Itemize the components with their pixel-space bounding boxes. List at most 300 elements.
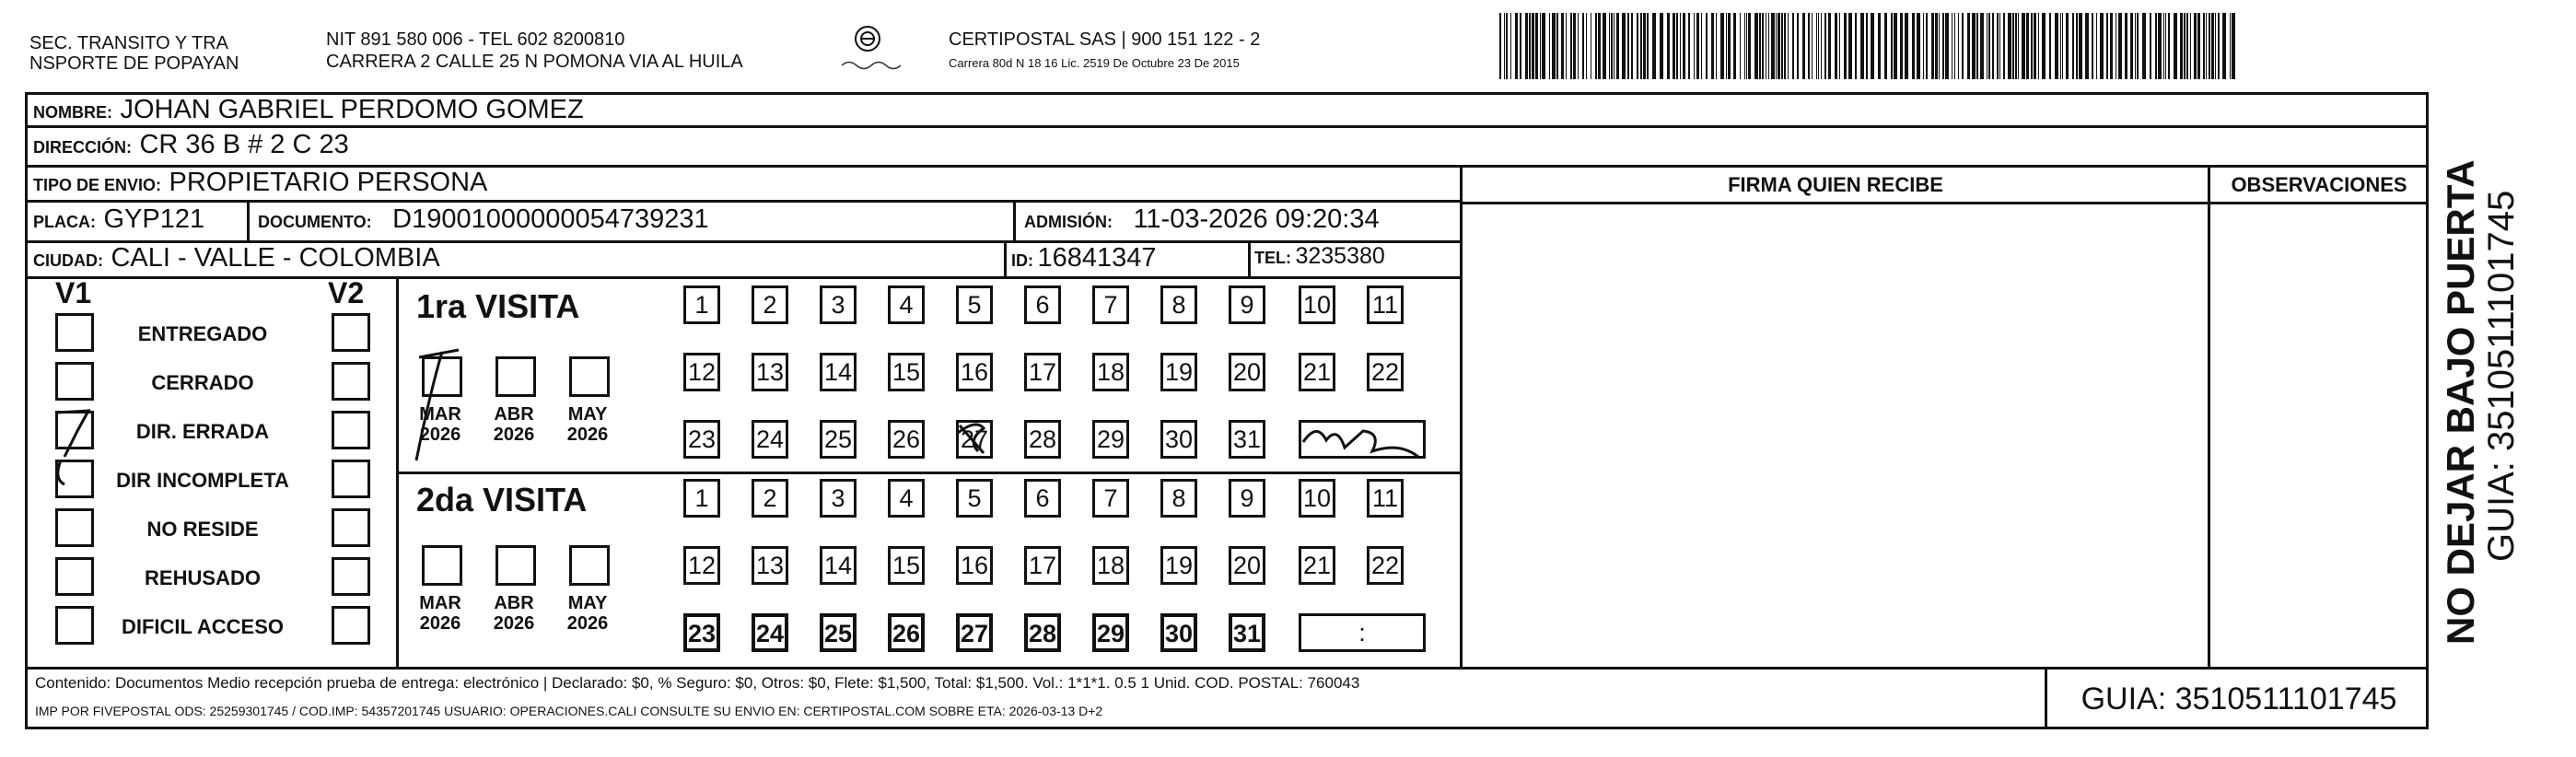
day-box[interactable]: 27 <box>956 613 993 652</box>
day-box[interactable]: 16 <box>956 546 993 585</box>
barcode <box>1499 13 2236 79</box>
courier-license: Carrera 80d N 18 16 Lic. 2519 De Octubre 23 De 2015 <box>949 56 1240 70</box>
day-box[interactable]: 24 <box>752 613 788 652</box>
day-box[interactable]: 26 <box>888 613 925 652</box>
barcode-bar <box>2079 13 2082 79</box>
day-box[interactable]: 26 <box>888 420 925 459</box>
day-box[interactable]: 13 <box>752 353 788 391</box>
barcode-bar <box>1566 13 1567 79</box>
barcode-bar <box>1942 13 1944 79</box>
barcode-bar <box>1939 13 1940 79</box>
direccion-value: CR 36 B # 2 C 23 <box>139 130 349 159</box>
day-box[interactable]: 22 <box>1367 546 1404 585</box>
day-box[interactable]: 21 <box>1299 546 1335 585</box>
observaciones-heading: OBSERVACIONES <box>2231 173 2407 196</box>
barcode-bar <box>1967 13 1970 79</box>
barcode-bar <box>1935 13 1938 79</box>
day-box[interactable]: 12 <box>683 546 720 585</box>
status-v2-checkbox[interactable] <box>332 313 370 352</box>
barcode-bar <box>1768 13 1769 79</box>
footer-guia: GUIA: 3510511101745 <box>2081 681 2397 716</box>
barcode-bar <box>2049 13 2051 79</box>
barcode-bar <box>2194 13 2197 79</box>
barcode-bar <box>1980 13 1984 79</box>
day-box[interactable]: 30 <box>1160 613 1197 652</box>
day-box[interactable]: 30 <box>1160 420 1197 459</box>
barcode-bar <box>1839 13 1840 79</box>
day-box[interactable]: 15 <box>888 353 925 391</box>
barcode-bar <box>1748 13 1751 79</box>
barcode-bar <box>1855 13 1857 79</box>
barcode-bar <box>1792 13 1794 79</box>
barcode-bar <box>2168 13 2170 79</box>
day-box[interactable]: 23 <box>683 613 720 652</box>
barcode-bar <box>1923 13 1924 79</box>
barcode-bar <box>1746 13 1747 79</box>
barcode-bar <box>1816 13 1817 79</box>
barcode-bar <box>2076 13 2078 79</box>
status-label: DIR. ERRADA <box>135 420 270 443</box>
barcode-bar <box>1561 13 1564 79</box>
barcode-bar <box>1582 13 1584 79</box>
barcode-bar <box>1740 13 1741 79</box>
day-box[interactable]: 28 <box>1024 613 1061 652</box>
barcode-bar <box>2215 13 2216 79</box>
barcode-bar <box>1900 13 1903 79</box>
tipo-envio-field <box>33 168 487 198</box>
day-box[interactable]: 28 <box>1024 420 1061 459</box>
barcode-bar <box>2118 13 2122 79</box>
barcode-bar <box>2066 13 2069 79</box>
day-box[interactable]: 17 <box>1024 353 1061 391</box>
barcode-bar <box>1917 13 1920 79</box>
tel-field <box>1254 243 1385 270</box>
barcode-bar <box>1797 13 1799 79</box>
day-box[interactable]: 10 <box>1299 479 1335 518</box>
status-v2-checkbox[interactable] <box>332 606 370 645</box>
courier-logo-icon <box>853 24 882 53</box>
day-box[interactable]: 29 <box>1092 613 1129 652</box>
day-box[interactable]: 18 <box>1092 546 1129 585</box>
month-label <box>413 593 468 634</box>
barcode-bar <box>1603 13 1606 79</box>
barcode-bar <box>2110 13 2113 79</box>
status-v2-checkbox[interactable] <box>332 411 370 449</box>
barcode-bar <box>1552 13 1556 79</box>
day-box[interactable]: 15 <box>888 546 925 585</box>
barcode-bar <box>2031 13 2033 79</box>
admision-label: ADMISIÓN: <box>1024 213 1113 231</box>
day-box[interactable]: 7 <box>1092 285 1129 324</box>
col-divider <box>2045 667 2047 729</box>
barcode-bar <box>1926 13 1928 79</box>
barcode-bar <box>2209 13 2210 79</box>
barcode-bar <box>1871 13 1874 79</box>
footer-line-1: Contenido: Documentos Medio recepción prueba de entrega: electrónico | Declarado: $0, % Seguro: $0, Otros: $0, Flete: $1,500, Total: $1,500. Vol.: 1*1*1. 0.5 1 Unid. COD. POSTAL: 760043 <box>35 674 1360 692</box>
v2-label: V2 <box>328 276 365 309</box>
day-box[interactable]: 14 <box>820 546 857 585</box>
barcode-bar <box>1637 13 1638 79</box>
barcode-bar <box>1781 13 1783 79</box>
barcode-bar <box>2085 13 2089 79</box>
barcode-bar <box>1733 13 1736 79</box>
status-v1-checkbox[interactable] <box>55 313 94 352</box>
barcode-bar <box>2022 13 2025 79</box>
status-v2-checkbox[interactable] <box>332 362 370 401</box>
barcode-bar <box>2034 13 2036 79</box>
barcode-bar <box>2174 13 2177 79</box>
day-box[interactable]: 16 <box>956 353 993 391</box>
day-box[interactable]: 1 <box>683 479 720 518</box>
barcode-bar <box>1802 13 1805 79</box>
barcode-bar <box>2155 13 2157 79</box>
placa-label: PLACA: <box>33 213 96 231</box>
col-divider <box>1004 241 1007 276</box>
day-box[interactable]: 10 <box>1299 285 1335 324</box>
day-box[interactable]: 31 <box>1229 613 1265 652</box>
barcode-bar <box>2018 13 2019 79</box>
month-year: 2026 <box>566 613 609 634</box>
barcode-bar <box>1680 13 1681 79</box>
month-name: ABR <box>494 593 534 613</box>
barcode-bar <box>1616 13 1619 79</box>
day-box[interactable]: 25 <box>820 420 857 459</box>
day-box[interactable]: 1 <box>683 285 720 324</box>
month-label <box>560 593 615 634</box>
status-label: REHUSADO <box>145 566 261 589</box>
barcode-bar <box>1988 13 1990 79</box>
admision-value: 11-03-2026 09:20:34 <box>1133 204 1380 234</box>
col-divider <box>247 203 250 240</box>
day-box[interactable]: 8 <box>1160 479 1197 518</box>
barcode-bar <box>1611 13 1613 79</box>
month-label <box>486 593 542 634</box>
month-year: 2026 <box>493 613 535 634</box>
barcode-bar <box>2055 13 2058 79</box>
status-label: NO RESIDE <box>146 518 259 541</box>
barcode-bar <box>2142 13 2146 79</box>
barcode-bar <box>1905 13 1908 79</box>
day-box[interactable]: 6 <box>1024 479 1061 518</box>
barcode-bar <box>2092 13 2093 79</box>
day-box[interactable]: 17 <box>1024 546 1061 585</box>
barcode-bar <box>1667 13 1670 79</box>
barcode-bar <box>1696 13 1699 79</box>
status-v1-checkbox[interactable] <box>55 362 94 401</box>
nombre-label: NOMBRE: <box>33 103 112 122</box>
day-box[interactable]: 3 <box>820 479 857 518</box>
documento-label: DOCUMENTO: <box>258 213 372 231</box>
first-visit-label: 1ra VISITA <box>416 287 580 325</box>
barcode-bar <box>1578 13 1579 79</box>
barcode-bar <box>2232 13 2235 79</box>
barcode-bar <box>2042 13 2046 79</box>
barcode-bar <box>2203 13 2205 79</box>
time-box[interactable]: : <box>1299 613 1426 652</box>
firma-heading: FIRMA QUIEN RECIBE <box>1728 173 1943 196</box>
day-box[interactable]: 2 <box>752 479 788 518</box>
footer-line-2: IMP POR FIVEPOSTAL ODS: 25259301745 / COD.IMP: 54357201745 USUARIO: OPERACIONES.CALI CONSULTE SU ENVIO EN: CERTIPOSTAL.COM SOBRE ETA: 2026-03-13 D+2 <box>35 704 1103 718</box>
barcode-bar <box>1673 13 1675 79</box>
day-box[interactable]: 23 <box>683 420 720 459</box>
barcode-bar <box>2003 13 2005 79</box>
month-checkbox[interactable] <box>422 545 462 586</box>
barcode-bar <box>1778 13 1780 79</box>
documento-field <box>258 204 709 235</box>
barcode-bar <box>1808 13 1810 79</box>
barcode-bar <box>1912 13 1915 79</box>
barcode-bar <box>2100 13 2104 79</box>
day-box[interactable]: 14 <box>820 353 857 391</box>
barcode-bar <box>1759 13 1761 79</box>
barcode-bar <box>2008 13 2011 79</box>
barcode-bar <box>1631 13 1633 79</box>
barcode-bar <box>1754 13 1758 79</box>
col-divider <box>1013 203 1016 240</box>
placa-value: GYP121 <box>103 204 205 234</box>
sender-line-1: SEC. TRANSITO Y TRA <box>29 33 228 53</box>
day-box[interactable]: 20 <box>1229 353 1265 391</box>
day-box[interactable]: 5 <box>956 479 993 518</box>
barcode-bar <box>1776 13 1777 79</box>
barcode-bar <box>1784 13 1786 79</box>
id-label: ID: <box>1011 251 1033 270</box>
day-box[interactable]: 11 <box>1367 479 1404 518</box>
documento-value: D19001000000054739231 <box>392 204 709 234</box>
month-checkbox[interactable] <box>495 356 536 397</box>
barcode-bar <box>1706 13 1708 79</box>
barcode-bar <box>1694 13 1695 79</box>
signature-area[interactable] <box>1463 204 2207 665</box>
barcode-bar <box>1958 13 1959 79</box>
day-box[interactable]: 4 <box>888 285 925 324</box>
day-box[interactable]: 11 <box>1367 285 1404 324</box>
day-box[interactable]: 29 <box>1092 420 1129 459</box>
barcode-bar <box>1771 13 1775 79</box>
barcode-bar <box>2038 13 2039 79</box>
barcode-bar <box>1525 13 1528 79</box>
barcode-bar <box>1999 13 2000 79</box>
barcode-bar <box>2163 13 2164 79</box>
barcode-bar <box>1860 13 1864 79</box>
day-box[interactable]: 8 <box>1160 285 1197 324</box>
status-label: DIR INCOMPLETA <box>116 469 289 492</box>
month-year: 2026 <box>419 425 461 445</box>
barcode-bar <box>2137 13 2139 79</box>
barcode-bar <box>1945 13 1949 79</box>
month-name: MAR <box>419 593 461 613</box>
status-v1-checkbox[interactable] <box>55 606 94 645</box>
id-field <box>1011 243 1156 274</box>
nombre-value: JOHAN GABRIEL PERDOMO GOMEZ <box>120 95 584 124</box>
nit-line: NIT 891 580 006 - TEL 602 8200810 <box>326 29 625 50</box>
month-year: 2026 <box>566 425 609 445</box>
day-box[interactable]: 5 <box>956 285 993 324</box>
day-box[interactable]: 18 <box>1092 353 1129 391</box>
barcode-bar <box>1744 13 1745 79</box>
barcode-bar <box>1586 13 1587 79</box>
day-box[interactable]: 9 <box>1229 285 1265 324</box>
tipo-envio-label: TIPO DE ENVIO: <box>33 176 162 194</box>
barcode-bar <box>1976 13 1978 79</box>
month-year: 2026 <box>493 425 535 445</box>
tipo-envio-value: PROPIETARIO PERSONA <box>169 168 488 197</box>
barcode-bar <box>1762 13 1764 79</box>
side-warning: NO DEJAR BAJO PUERTA <box>2439 159 2482 645</box>
barcode-bar <box>1962 13 1964 79</box>
month-checkbox[interactable] <box>495 545 536 586</box>
barcode-bar <box>1627 13 1629 79</box>
barcode-bar <box>2211 13 2214 79</box>
barcode-bar <box>1716 13 1717 79</box>
courier-logo-text <box>840 57 906 70</box>
status-v2-checkbox[interactable] <box>332 460 370 498</box>
day-box[interactable]: 6 <box>1024 285 1061 324</box>
barcode-bar <box>1894 13 1897 79</box>
barcode-bar <box>2197 13 2200 79</box>
barcode-bar <box>1540 13 1541 79</box>
barcode-bar <box>2165 13 2166 79</box>
barcode-bar <box>1510 13 1511 79</box>
second-visit-label: 2da VISITA <box>416 481 588 518</box>
day-box[interactable]: 22 <box>1367 353 1404 391</box>
day-box[interactable]: 21 <box>1299 353 1335 391</box>
row-divider <box>25 667 2429 670</box>
direccion-label: DIRECCIÓN: <box>33 138 132 157</box>
month-checkbox[interactable] <box>422 356 462 397</box>
day-box[interactable]: 31 <box>1229 420 1265 459</box>
day-box[interactable]: 12 <box>683 353 720 391</box>
direccion-field <box>33 130 349 160</box>
barcode-bar <box>1504 13 1505 79</box>
barcode-bar <box>1828 13 1831 79</box>
status-v1-checkbox[interactable] <box>55 557 94 596</box>
observations-area[interactable] <box>2210 204 2427 665</box>
barcode-bar <box>1643 13 1646 79</box>
sender-address: CARRERA 2 CALLE 25 N POMONA VIA AL HUILA <box>326 52 743 72</box>
barcode-bar <box>1535 13 1538 79</box>
day-box[interactable]: 24 <box>752 420 788 459</box>
time-box[interactable] <box>1299 420 1426 459</box>
day-box[interactable]: 19 <box>1160 546 1197 585</box>
barcode-bar <box>2186 13 2188 79</box>
barcode-bar <box>1878 13 1881 79</box>
row-divider <box>25 200 1462 203</box>
status-v2-checkbox[interactable] <box>332 508 370 547</box>
barcode-bar <box>2206 13 2207 79</box>
status-v1-checkbox[interactable] <box>55 460 94 498</box>
month-checkbox[interactable] <box>569 545 610 586</box>
barcode-bar <box>1891 13 1893 79</box>
barcode-bar <box>1835 13 1837 79</box>
barcode-bar <box>1542 13 1545 79</box>
month-name: MAR <box>419 404 461 425</box>
status-v1-checkbox[interactable] <box>55 411 94 449</box>
day-box[interactable]: 27 <box>956 420 993 459</box>
placa-field <box>33 204 204 235</box>
barcode-bar <box>1866 13 1868 79</box>
day-box[interactable]: 19 <box>1160 353 1197 391</box>
barcode-bar <box>1954 13 1955 79</box>
status-v2-checkbox[interactable] <box>332 557 370 596</box>
status-label: CERRADO <box>151 371 254 394</box>
month-label <box>560 404 615 445</box>
barcode-bar <box>1931 13 1934 79</box>
status-label: DIFICIL ACCESO <box>121 615 284 638</box>
barcode-bar <box>1595 13 1597 79</box>
month-name: MAY <box>567 404 608 425</box>
ciudad-value: CALI - VALLE - COLOMBIA <box>111 243 440 273</box>
barcode-bar <box>2180 13 2183 79</box>
side-guia: GUIA: 3510511101745 <box>2481 190 2522 562</box>
barcode-bar <box>2125 13 2127 79</box>
barcode-bar <box>1812 13 1813 79</box>
month-label <box>486 404 542 445</box>
ciudad-field <box>33 243 440 274</box>
day-box[interactable]: 4 <box>888 479 925 518</box>
barcode-bar <box>1788 13 1789 79</box>
barcode-bar <box>1848 13 1852 79</box>
barcode-bar <box>1647 13 1649 79</box>
barcode-bar <box>2218 13 2220 79</box>
day-box[interactable]: 3 <box>820 285 857 324</box>
month-checkbox[interactable] <box>569 356 610 397</box>
day-box[interactable]: 20 <box>1229 546 1265 585</box>
status-v1-checkbox[interactable] <box>55 508 94 547</box>
barcode-bar <box>1570 13 1572 79</box>
ciudad-label: CIUDAD: <box>33 251 103 270</box>
barcode-bar <box>1520 13 1521 79</box>
barcode-bar <box>1573 13 1576 79</box>
barcode-bar <box>1549 13 1550 79</box>
barcode-bar <box>2184 13 2186 79</box>
tel-label: TEL: <box>1254 249 1291 267</box>
barcode-bar <box>1652 13 1656 79</box>
barcode-bar <box>1824 13 1826 79</box>
barcode-bar <box>2096 13 2097 79</box>
row-divider <box>25 125 2429 128</box>
barcode-bar <box>2012 13 2014 79</box>
col-divider <box>1248 241 1251 276</box>
barcode-bar <box>2015 13 2017 79</box>
barcode-bar <box>2106 13 2108 79</box>
barcode-bar <box>1660 13 1663 79</box>
day-box[interactable]: 2 <box>752 285 788 324</box>
barcode-bar <box>1529 13 1531 79</box>
month-name: ABR <box>494 404 534 425</box>
day-box[interactable]: 25 <box>820 613 857 652</box>
day-box[interactable]: 9 <box>1229 479 1265 518</box>
barcode-bar <box>2130 13 2133 79</box>
barcode-bar <box>1720 13 1724 79</box>
day-box[interactable]: 13 <box>752 546 788 585</box>
barcode-bar <box>1818 13 1819 79</box>
barcode-bar <box>1992 13 1994 79</box>
nombre-field <box>33 95 584 125</box>
day-box[interactable]: 7 <box>1092 479 1129 518</box>
barcode-bar <box>2026 13 2029 79</box>
barcode-bar <box>1844 13 1847 79</box>
barcode-bar <box>2222 13 2226 79</box>
barcode-bar <box>1499 13 1501 79</box>
barcode-bar <box>1598 13 1601 79</box>
barcode-bar <box>1728 13 1731 79</box>
barcode-bar <box>1972 13 1976 79</box>
row-divider <box>398 472 1462 474</box>
row-divider <box>25 276 1462 279</box>
barcode-bar <box>2190 13 2191 79</box>
status-label: ENTREGADO <box>137 322 268 345</box>
